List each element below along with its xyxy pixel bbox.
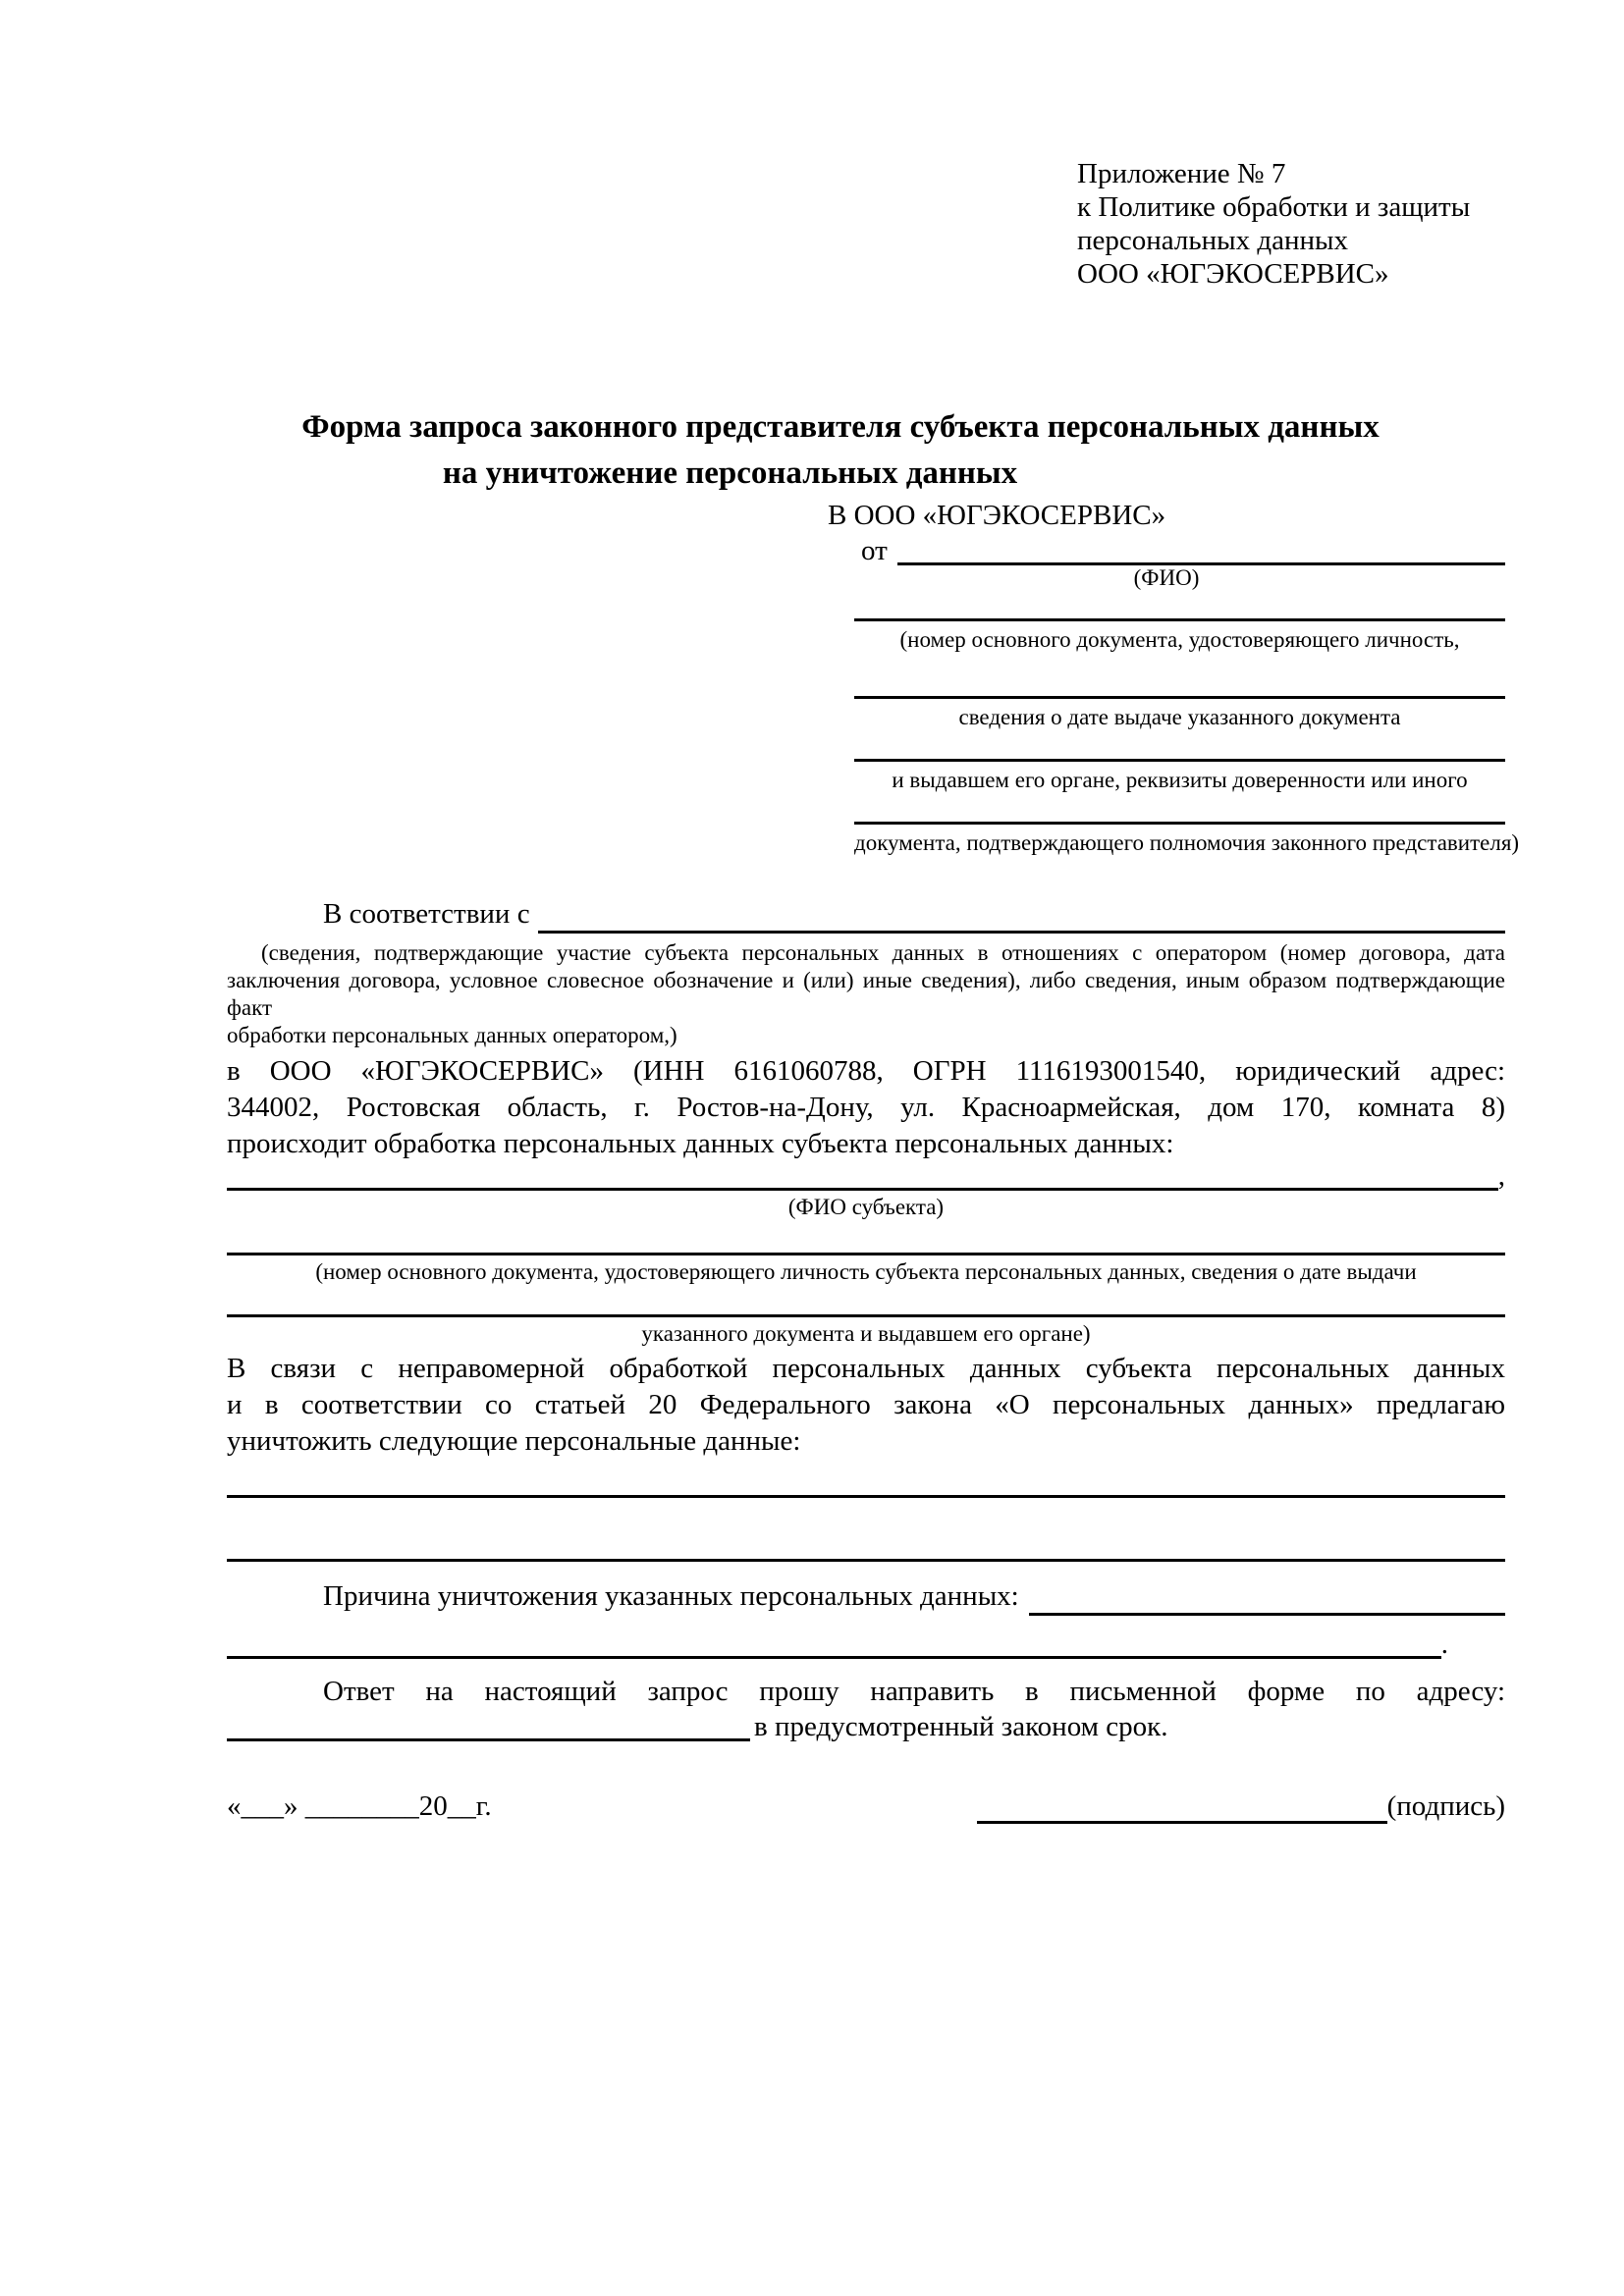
appendix-note-line: к Политике обработки и защиты [1077, 191, 1471, 223]
paragraph-line: 344002, Ростовская область, г. Ростов-на-Дону, ул. Красноармейская, дом 170, комната 8) [227, 1092, 1505, 1123]
appendix-note [1077, 157, 1505, 291]
blank-line [854, 696, 1505, 699]
reason-continuation-field [227, 1630, 1505, 1659]
blank-line [854, 759, 1505, 762]
data-to-destroy-blank-line [227, 1559, 1505, 1562]
reason-blank-line [227, 1656, 1441, 1659]
signature-caption: (подпись) [1386, 1790, 1505, 1822]
document-title-line-1: Форма запроса законного представителя субъекта персональных данных [301, 409, 1380, 445]
representative-document-field [854, 822, 1520, 856]
reason-label: Причина уничтожения указанных персональных данных: [323, 1580, 1019, 1612]
footer-row [227, 1789, 1505, 1824]
addressee-block [828, 497, 1520, 856]
subject-document-caption: (номер основного документа, удостоверяющего личность субъекта персональных данных, сведения о дате выдачи [315, 1259, 1417, 1284]
subject-fio-blank-line [227, 1188, 1498, 1191]
according-to-field [227, 895, 1505, 934]
subject-document-caption: указанного документа и выдавшем его органе) [641, 1321, 1091, 1346]
according-to-blank-line [538, 898, 1505, 934]
paragraph-line: в ООО «ЮГЭКОСЕРВИС» (ИНН 6161060788, ОГРН 1116193001540, юридический адрес: [227, 1055, 1505, 1087]
representative-document-field [854, 759, 1505, 793]
fio-caption: (ФИО) [1133, 565, 1200, 590]
signature-blank-line [977, 1791, 1387, 1824]
blank-line-caption: документа, подтверждающего полномочия законного представителя) [854, 830, 1520, 855]
document-title [176, 404, 1505, 497]
date-field: «___» ________20__г. [227, 1790, 492, 1822]
subject-document-blank-line [227, 1314, 1505, 1317]
subject-fio-field [227, 1162, 1505, 1191]
answer-address-field [227, 1713, 1505, 1741]
reason-field [227, 1577, 1505, 1616]
demand-paragraph [227, 1351, 1505, 1460]
from-field [861, 534, 1505, 565]
subject-document-blank-line [227, 1253, 1505, 1255]
appendix-note-line: ООО «ЮГЭКОСЕРВИС» [1077, 258, 1389, 290]
subject-fio-caption: (ФИО субъекта) [787, 1195, 945, 1219]
document-title-line-2: на уничтожение персональных данных [442, 455, 1018, 491]
from-blank-line [897, 534, 1505, 565]
trailing-period: . [1440, 1629, 1448, 1660]
paragraph-line: и в соответствии со статьей 20 Федерального закона «О персональных данных» предлагаю [227, 1389, 1505, 1420]
blank-line [854, 822, 1505, 825]
blank-line-caption: (номер основного документа, удостоверяющего личность, [899, 627, 1460, 652]
according-to-label: В соответствии с [323, 898, 530, 930]
blank-line-caption: сведения о дате выдаче указанного документа [958, 705, 1401, 729]
data-to-destroy-blank-line [227, 1495, 1505, 1498]
paragraph-line: происходит обработка персональных данных субъекта персональных данных: [227, 1128, 1174, 1159]
paragraph-line: В связи с неправомерной обработкой персональных данных субъекта персональных данных [227, 1353, 1505, 1384]
signature-field [977, 1789, 1505, 1824]
blank-line-caption: и выдавшем его органе, реквизиты доверенности или иного [892, 768, 1468, 792]
appendix-note-line: Приложение № 7 [1077, 158, 1286, 189]
representative-document-field [854, 696, 1505, 730]
appendix-note-line: персональных данных [1077, 225, 1349, 256]
answer-request-line: Ответ на настоящий запрос прошу направить в письменной форме по адресу: [323, 1676, 1505, 1707]
reason-blank-line [1029, 1577, 1505, 1616]
caption-line: (сведения, подтверждающие участие субъекта персональных данных в отношениях с оператором (номер договора, дата [261, 940, 1505, 965]
answer-request-tail: в предусмотренный законом срок. [754, 1711, 1168, 1742]
trailing-comma: , [1497, 1160, 1505, 1192]
addressee-organization: В ООО «ЮГЭКОСЕРВИС» [828, 500, 1166, 531]
caption-line: заключения договора, условное словесное обозначение и (или) иные сведения), либо сведения, иным образом подтверждающие факт [227, 968, 1505, 1020]
blank-line [854, 618, 1505, 621]
from-label: от [861, 535, 888, 566]
according-to-caption [227, 939, 1505, 1049]
representative-document-field [854, 618, 1505, 653]
operator-paragraph [227, 1053, 1505, 1162]
caption-line: обработки персональных данных оператором,) [227, 1023, 677, 1047]
address-blank-line [227, 1713, 750, 1741]
paragraph-line: уничтожить следующие персональные данные: [227, 1425, 801, 1457]
